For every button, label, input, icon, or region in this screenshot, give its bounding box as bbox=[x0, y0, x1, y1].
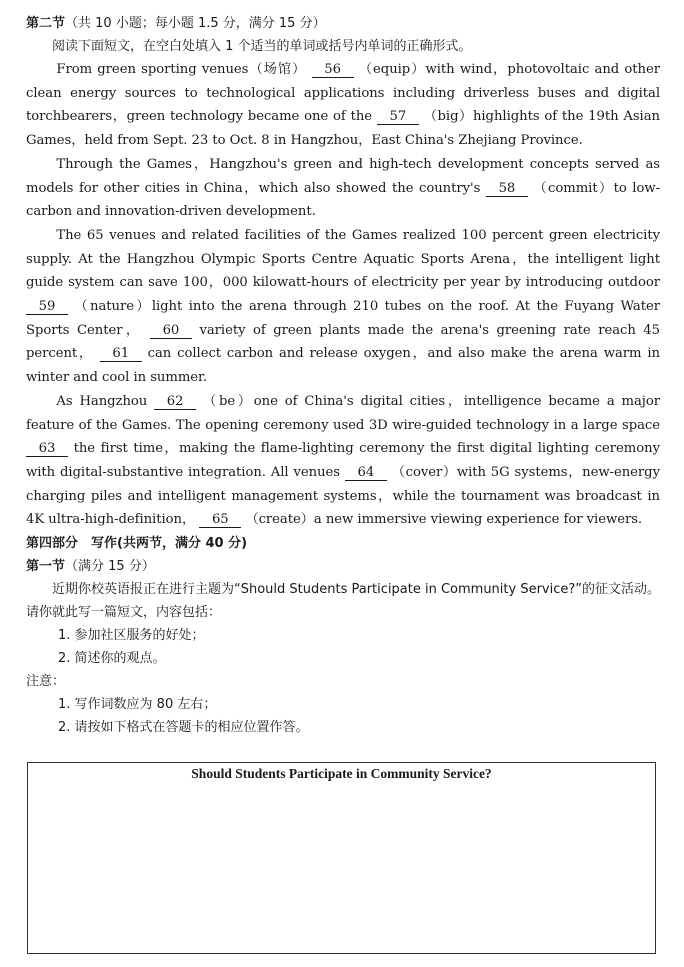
section-1-heading bbox=[26, 555, 660, 578]
passage-text: variety of green plants made the arena's greening rate reach 45 percent， bbox=[26, 322, 660, 362]
content-requirements bbox=[26, 624, 660, 670]
section-2-title: 第二节 bbox=[26, 16, 66, 31]
note-item-2: 2. 请按如下格式在答题卡的相应位置作答。 bbox=[58, 720, 309, 736]
section-2-heading bbox=[26, 12, 660, 35]
passage-text: （nature）light into the arena through 210 tubes on the roof. At the Fuyang Water Sports Center， bbox=[26, 299, 660, 338]
passage-paragraph-3 bbox=[26, 224, 660, 390]
blank-56[interactable]: 56 bbox=[312, 62, 354, 78]
blank-59[interactable]: 59 bbox=[26, 299, 68, 315]
section-1-subtitle: （满分 15 分） bbox=[65, 559, 155, 575]
passage-text: From green sporting venues（场馆） bbox=[56, 62, 307, 77]
passage-text: （create）a new immersive viewing experience for viewers. bbox=[245, 512, 643, 528]
passage-text: （cover）with 5G systems，new-energy charging piles and intelligent management systems，while the tournament was broadcast in 4K ultra-high-definition， bbox=[26, 464, 660, 528]
passage-text: （be）one of China's digital cities，intelligence became a major feature of the Games. The opening ceremony used 3D wire-guided technology in a large space bbox=[26, 393, 660, 433]
blank-65[interactable]: 65 bbox=[199, 512, 241, 528]
passage-paragraph-1 bbox=[26, 58, 660, 153]
blank-64[interactable]: 64 bbox=[345, 465, 387, 481]
passage-paragraph-4 bbox=[26, 390, 660, 532]
passage-text: The 65 venues and related facilities of the Games realized 100 percent green electricity supply. At the Hangzhou Olympic Sports Centre Aquatic Sports Arena，the intelligent light guide system can save 100，000 kilowatt-hours of electricity per year by introducing outdoor bbox=[26, 227, 660, 291]
note-item-1: 1. 写作词数应为 80 左右； bbox=[58, 697, 217, 713]
section-2-instruction: 阅读下面短文，在空白处填入 1 个适当的单词或括号内单词的正确形式。 bbox=[52, 39, 472, 54]
passage-paragraph-2 bbox=[26, 153, 660, 224]
section-1-title: 第一节 bbox=[26, 559, 66, 575]
passage-text: the first time，making the flame-lighting ceremony the first digital lighting ceremony with digital-substantive integration. All venues bbox=[26, 441, 660, 480]
note-label: 注意： bbox=[26, 674, 66, 690]
requirement-item-1: 1. 参加社区服务的好处； bbox=[58, 628, 205, 644]
notes-list bbox=[26, 693, 660, 739]
blank-58[interactable]: 58 bbox=[486, 181, 528, 197]
passage-text: Through the Games，Hangzhou's green and high-tech development concepts served as models for other cities in China，which also showed the country's bbox=[26, 156, 660, 196]
answer-box[interactable] bbox=[27, 762, 656, 954]
blank-60[interactable]: 60 bbox=[150, 323, 192, 339]
requirement-item-2: 2. 简述你的观点。 bbox=[58, 651, 166, 667]
passage-text: （big）highlights of the 19th Asian Games，held from Sept. 23 to Oct. 8 in Hangzhou，East China's Zhejiang Province. bbox=[26, 109, 660, 149]
passage-text: （equip）with wind，photovoltaic and other clean energy sources to technological applications including driverless buses and digital torchbearers，green technology became one of the bbox=[26, 62, 660, 125]
blank-61[interactable]: 61 bbox=[100, 346, 142, 362]
answer-box-title: Should Students Participate in Community Service? bbox=[191, 766, 492, 781]
passage-text: can collect carbon and release oxygen，and also make the arena warm in winter and cool in summer. bbox=[26, 346, 660, 386]
blank-57[interactable]: 57 bbox=[377, 109, 419, 125]
passage-text: （commit）to low-carbon and innovation-driven development. bbox=[26, 180, 660, 220]
part-4-heading: 第四部分 写作(共两节，满分 40 分) bbox=[26, 536, 248, 552]
blank-63[interactable]: 63 bbox=[26, 441, 68, 457]
writing-prompt: 近期你校英语报正在进行主题为“Should Students Participate in Community Service?”的征文活动。请你就此写一篇短文，内容包括： bbox=[26, 582, 661, 621]
blank-62[interactable]: 62 bbox=[154, 394, 196, 410]
passage-text: As Hangzhou bbox=[56, 393, 148, 409]
exam-page bbox=[26, 12, 660, 739]
section-2-subtitle: （共 10 小题；每小题 1.5 分，满分 15 分） bbox=[65, 16, 326, 31]
